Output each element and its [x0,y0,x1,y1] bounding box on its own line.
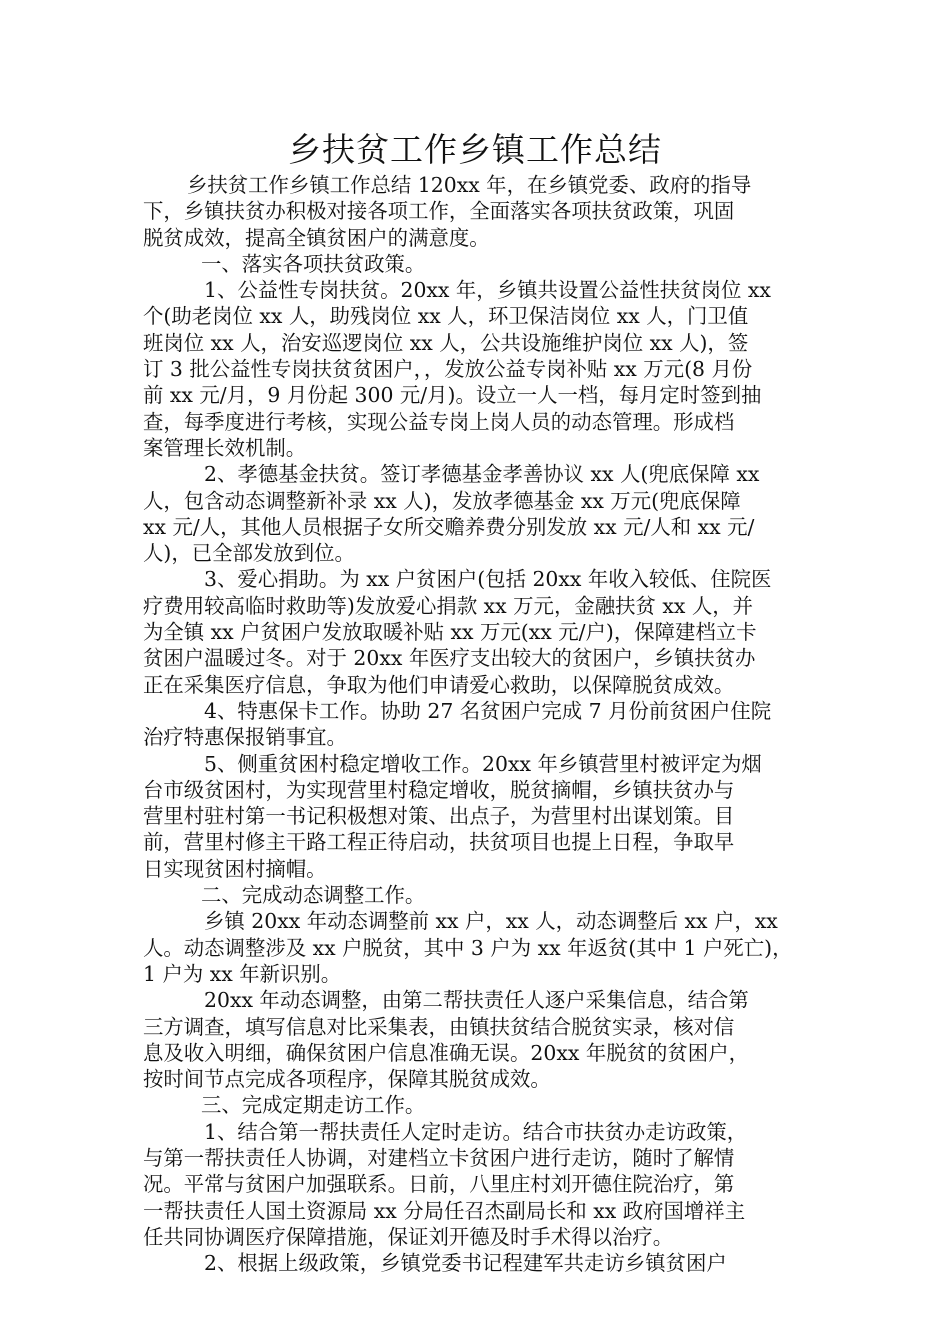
text-line: 4、特惠保卡工作。协助 27 名贫困户完成 7 月份前贫困户住院 [204,698,772,723]
text-line: 为全镇 xx 户贫困户发放取暖补贴 xx 万元(xx 元/户)，保障建档立卡 [143,620,757,645]
text-line: 2、根据上级政策，乡镇党委书记程建军共走访乡镇贫困户 [204,1251,727,1276]
text-line: 1 户为 xx 年新识别。 [143,961,342,986]
text-line: 下，乡镇扶贫办积极对接各项工作，全面落实各项扶贫政策，巩固 [143,199,735,224]
text-line: 20xx 年动态调整，由第二帮扶责任人逐户采集信息，结合第 [204,988,749,1013]
text-line: 台市级贫困村，为实现营里村稳定增收，脱贫摘帽，乡镇扶贫办与 [143,777,735,802]
text-line: 个(助老岗位 xx 人，助残岗位 xx 人，环卫保洁岗位 xx 人，门卫值 [143,304,749,329]
text-line: 按时间节点完成各项程序，保障其脱贫成效。 [143,1067,551,1092]
text-line: 三方调查，填写信息对比采集表，由镇扶贫结合脱贫实录，核对信 [143,1014,735,1039]
text-line: 订 3 批公益性专岗扶贫贫困户，，发放公益专岗补贴 xx 万元(8 月份 [143,357,753,382]
text-line: 与第一帮扶责任人协调，对建档立卡贫困户进行走访，随时了解情 [143,1145,735,1170]
document-title: 乡扶贫工作乡镇工作总结 [288,130,662,169]
text-line: 1、公益性专岗扶贫。20xx 年，乡镇共设置公益性扶贫岗位 xx [204,278,771,303]
text-line: 乡镇 20xx 年动态调整前 xx 户，xx 人，动态调整后 xx 户，xx [204,909,778,934]
text-line: 1、结合第一帮扶责任人定时走访。结合市扶贫办走访政策， [204,1119,748,1144]
text-line: 2、孝德基金扶贫。签订孝德基金孝善协议 xx 人(兜底保障 xx [204,462,760,487]
text-line: 乡扶贫工作乡镇工作总结 120xx 年，在乡镇党委、政府的指导 [187,173,752,197]
text-line: 贫困户温暖过冬。对于 20xx 年医疗支出较大的贫困户，乡镇扶贫办 [143,646,756,671]
text-line: 案管理长效机制。 [143,435,307,460]
text-line: 一帮扶责任人国土资源局 xx 分局任召杰副局长和 xx 政府国增祥主 [143,1198,746,1223]
text-line: 3、爱心捐助。为 xx 户贫困户(包括 20xx 年收入较低、住院医 [204,567,772,592]
section-heading: 三、完成定期走访工作。 [201,1093,426,1118]
text-line: 班岗位 xx 人，治安巡逻岗位 xx 人，公共设施维护岗位 xx 人)，签 [143,330,749,355]
text-line: 日实现贫困村摘帽。 [143,856,327,881]
document-body [143,172,823,1276]
text-line: 查，每季度进行考核，实现公益专岗上岗人员的动态管理。形成档 [143,409,735,434]
text-line: 前 xx 元/月，9 月份起 300 元/月)。设立一人一档，每月定时签到抽 [143,383,762,408]
text-line: 营里村驻村第一书记积极想对策、出点子，为营里村出谋划策。目 [143,804,735,829]
text-line: 人。动态调整涉及 xx 户脱贫，其中 3 户为 xx 年返贫(其中 1 户死亡)， [143,935,793,960]
text-line: 5、侧重贫困村稳定增收工作。20xx 年乡镇营里村被评定为烟 [204,751,762,776]
text-line: xx 元/人，其他人员根据子女所交赡养费分别发放 xx 元/人和 xx 元/ [143,514,755,539]
text-line: 前，营里村修主干路工程正待启动，扶贫项目也提上日程，争取早 [143,830,735,855]
text-line: 任共同协调医疗保障措施，保证刘开德及时手术得以治疗。 [143,1224,674,1249]
text-line: 正在采集医疗信息，争取为他们申请爱心救助，以保障脱贫成效。 [143,672,735,697]
text-line: 人，包含动态调整新补录 xx 人)，发放孝德基金 xx 万元(兜底保障 [143,488,741,513]
text-line: 脱贫成效，提高全镇贫困户的满意度。 [143,225,490,250]
section-heading: 一、落实各项扶贫政策。 [201,251,426,276]
text-line: 人)，已全部发放到位。 [143,541,355,566]
section-heading: 二、完成动态调整工作。 [201,883,426,908]
text-line: 息及收入明细，确保贫困户信息准确无误。20xx 年脱贫的贫困户， [143,1040,749,1065]
text-line: 疗费用较高临时救助等)发放爱心捐款 xx 万元，金融扶贫 xx 人，并 [143,593,754,618]
text-line: 治疗特惠保报销事宜。 [143,725,347,750]
text-line: 况。平常与贫困户加强联系。日前，八里庄村刘开德住院治疗，第 [143,1172,735,1197]
